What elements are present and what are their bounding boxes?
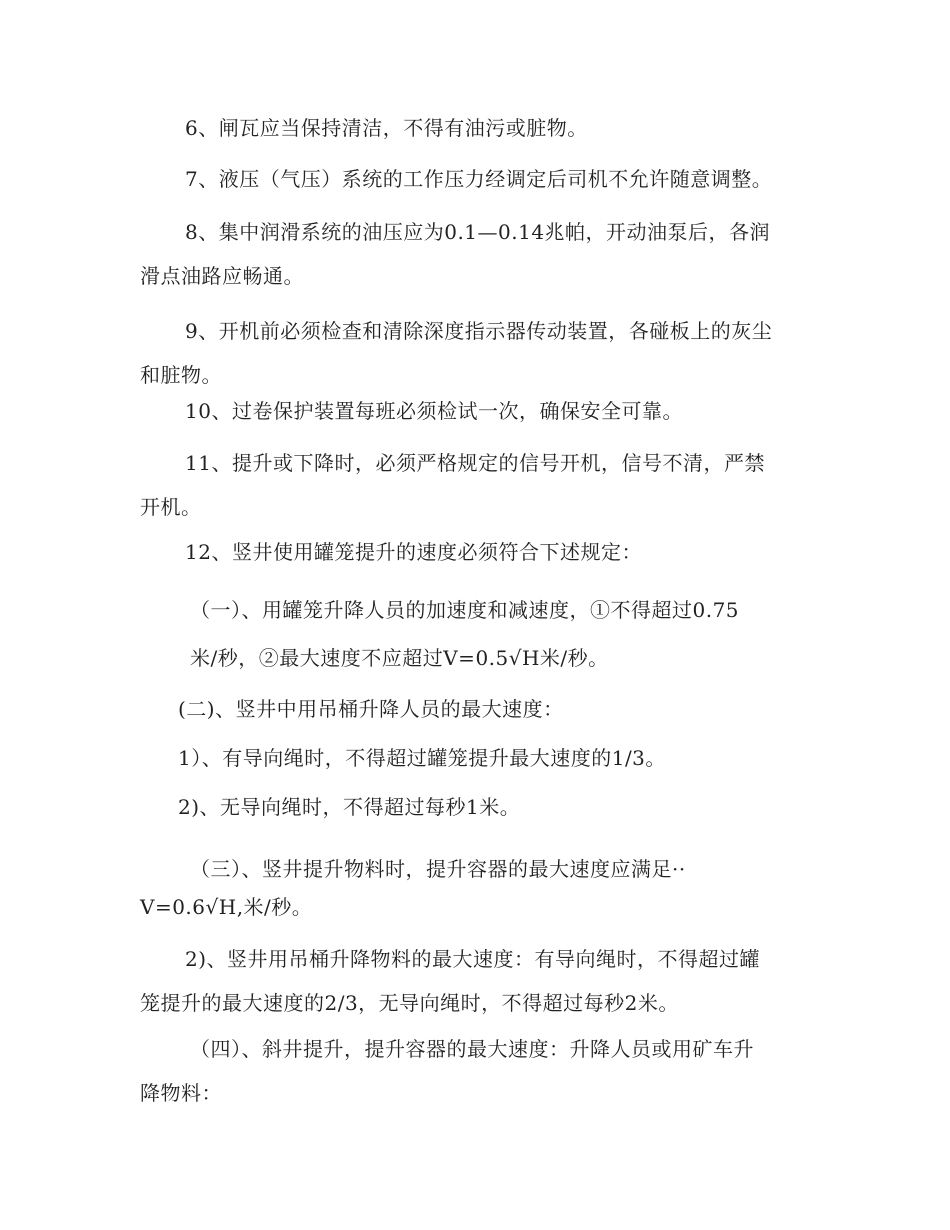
paragraph-12-2 — [140, 687, 810, 731]
paragraph-10 — [140, 389, 810, 433]
paragraph-line: 2)、竖井用吊桶升降物料的最大速度：有导向绳时，不得超过罐 — [185, 947, 761, 971]
paragraph-12-1 — [140, 588, 810, 632]
paragraph-9 — [140, 309, 810, 397]
paragraph-12-2-1 — [140, 736, 810, 780]
paragraph-line: 7、液压（气压）系统的工作压力经调定后司机不允许随意调整。 — [185, 167, 773, 191]
paragraph-line: 笼提升的最大速度的2/3，无导向绳时，不得超过每秒2米。 — [140, 991, 679, 1015]
paragraph-6 — [140, 106, 810, 150]
paragraph-line: （三）、竖井提升物料时，提升容器的最大速度应满足·· — [190, 857, 686, 881]
paragraph-line: 12、竖井使用罐笼提升的速度必须符合下述规定： — [185, 540, 642, 564]
paragraph-12-2-2 — [140, 785, 810, 829]
paragraph-line: 和脏物。 — [140, 363, 222, 387]
paragraph-12-3 — [140, 847, 810, 929]
paragraph-line: 1）、有导向绳时，不得超过罐笼提升最大速度的1/3。 — [178, 746, 666, 770]
paragraph-line: 11、提升或下降时，必须严格规定的信号开机，信号不清，严禁 — [185, 451, 765, 475]
paragraph-12 — [140, 530, 810, 574]
paragraph-11 — [140, 441, 810, 529]
paragraph-line: 8、集中润滑系统的油压应为0.1—0.14兆帕，开动油泵后，各润 — [185, 220, 771, 244]
paragraph-line: （四）、斜井提升，提升容器的最大速度：升降人员或用矿车升 — [190, 1037, 754, 1061]
paragraph-line: (二)、竖井中用吊桶升降人员的最大速度： — [178, 697, 564, 721]
paragraph-12-3-2 — [140, 937, 810, 1025]
paragraph-8 — [140, 210, 810, 298]
paragraph-line: 9、开机前必须检查和清除深度指示器传动装置，各碰板上的灰尘 — [185, 319, 773, 343]
paragraph-line: 滑点油路应畅通。 — [140, 264, 304, 288]
paragraph-line: 开机。 — [140, 495, 202, 519]
paragraph-line: （一）、用罐笼升降人员的加速度和减速度，①不得超过0.75 — [190, 598, 740, 622]
paragraph-line: 米/秒，②最大速度不应超过V=0.5√H米/秒。 — [190, 646, 609, 670]
paragraph-7 — [140, 157, 810, 201]
paragraph-12-1-cont — [140, 636, 810, 680]
paragraph-line: 6、闸瓦应当保持清洁，不得有油污或脏物。 — [185, 116, 588, 140]
paragraph-line: 2)、无导向绳时，不得超过每秒1米。 — [178, 795, 521, 819]
paragraph-line: 降物料： — [140, 1081, 222, 1105]
paragraph-line: V=0.6√H,米/秒。 — [140, 895, 313, 919]
paragraph-12-4 — [140, 1027, 810, 1115]
paragraph-line: 10、过卷保护装置每班必须检试一次，确保安全可靠。 — [185, 399, 683, 423]
